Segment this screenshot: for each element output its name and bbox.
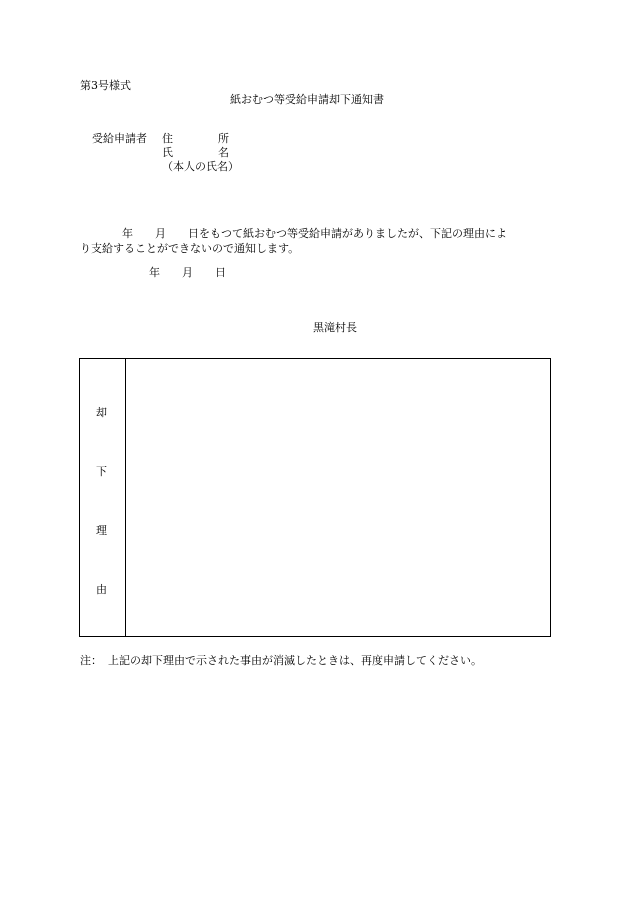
address-label-2: 所: [218, 132, 229, 145]
reason-char-2: 下: [96, 465, 107, 478]
notice-body: [80, 226, 558, 256]
date-month: 月: [182, 266, 193, 279]
name-label-2: 名: [218, 146, 229, 159]
body-month: 月: [155, 227, 166, 240]
rejection-reason-label-column: [80, 359, 126, 636]
body-year: 年: [122, 227, 133, 240]
document-title: 紙おむつ等受給申請却下通知書: [230, 93, 384, 106]
rejection-reason-box: [79, 358, 551, 637]
rejection-reason-content-area[interactable]: [127, 359, 550, 636]
note-label: 注：: [80, 654, 102, 667]
reason-char-1: 却: [96, 406, 107, 419]
issuer-mayor: 黒滝村長: [313, 321, 357, 334]
applicant-label: 受給申請者: [92, 132, 147, 145]
body-text-2: り支給することができないので通知します。: [80, 242, 300, 255]
notice-date: [149, 266, 226, 279]
body-text-1: 日をもつて紙おむつ等受給申請がありましたが、下記の理由によ: [188, 227, 507, 240]
footnote: [80, 654, 482, 667]
date-day: 日: [215, 266, 226, 279]
reason-char-4: 由: [96, 583, 107, 596]
name-label-1: 氏: [162, 146, 173, 159]
self-name-note: （本人の氏名）: [162, 160, 239, 173]
reason-char-3: 理: [96, 524, 107, 537]
address-label-1: 住: [162, 132, 173, 145]
form-number: 第3号様式: [80, 79, 131, 92]
date-year: 年: [149, 266, 160, 279]
note-text: 上記の却下理由で示された事由が消滅したときは、再度申請してください。: [108, 654, 482, 667]
